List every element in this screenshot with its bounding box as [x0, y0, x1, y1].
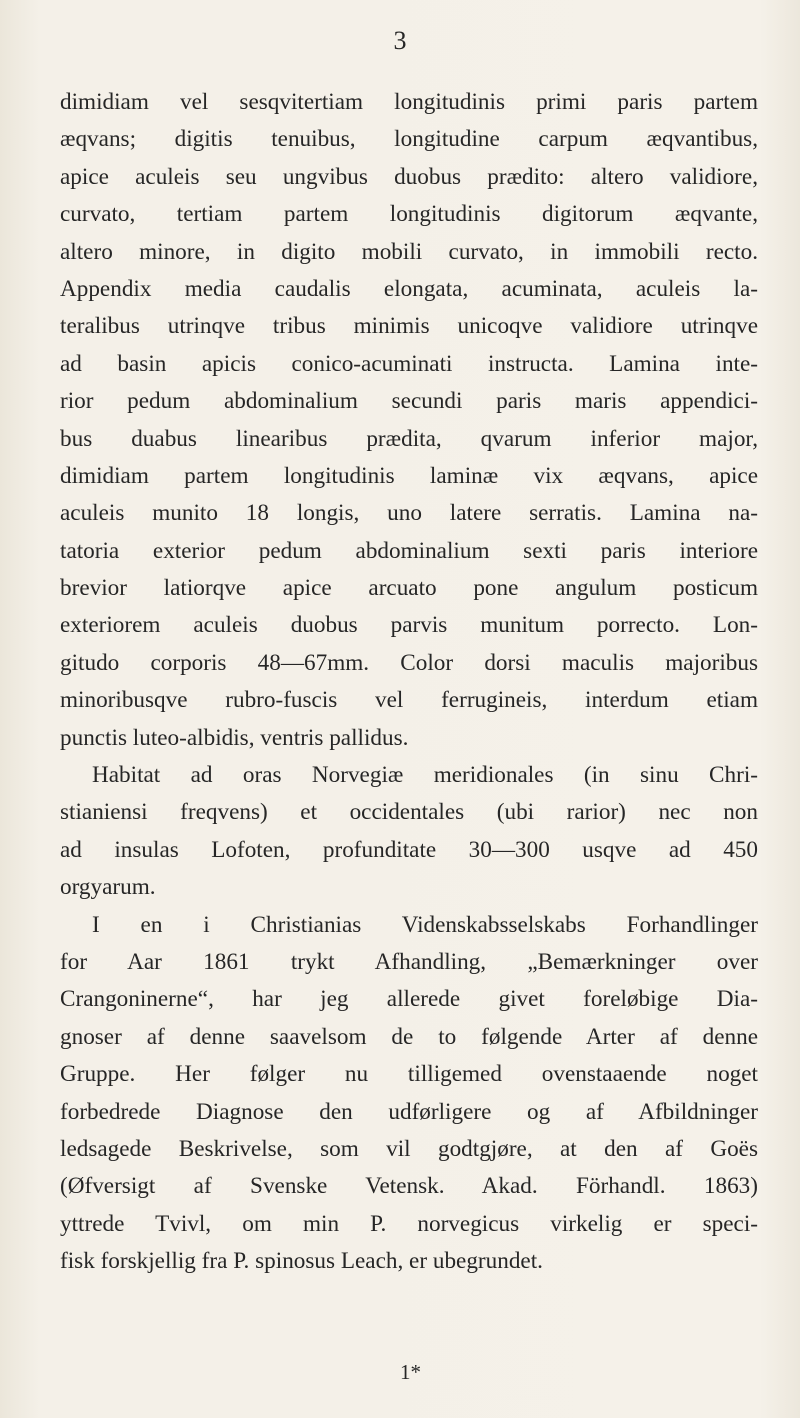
page-number: 3	[393, 26, 407, 55]
text-line: Crangoninerne“, har jeg allerede givet foreløbige Dia-	[60, 986, 758, 1013]
body-text	[60, 84, 758, 1281]
text-line: ad basin apicis conico-acuminati instructa. Lamina inte-	[60, 350, 758, 377]
signature-mark: 1*	[400, 1360, 421, 1384]
text-line: yttrede Tvivl, om min P. norvegicus virkelig er speci-	[60, 1210, 758, 1237]
text-line: exteriorem aculeis duobus parvis munitum porrecto. Lon-	[60, 612, 758, 639]
text-line: aculeis munito 18 longis, uno latere serratis. Lamina na-	[60, 500, 758, 527]
text-line: for Aar 1861 trykt Afhandling, „Bemærkninger over	[60, 948, 758, 975]
text-line: rior pedum abdominalium secundi paris maris appendici-	[60, 388, 758, 415]
text-line: gnoser af denne saavelsom de to følgende Arter af denne	[60, 1023, 758, 1050]
text-line: tatoria exterior pedum abdominalium sexti paris interiore	[60, 537, 758, 564]
text-line: brevior latiorqve apice arcuato pone angulum posticum	[60, 575, 758, 602]
text-line: (Øfversigt af Svenske Vetensk. Akad. Förhandl. 1863)	[60, 1173, 758, 1200]
text-line: gitudo corporis 48—67mm. Color dorsi maculis majoribus	[60, 649, 758, 676]
text-line: ledsagede Beskrivelse, som vil godtgjøre, at den af Goës	[60, 1135, 758, 1162]
text-line: curvato, tertiam partem longitudinis digitorum æqvante,	[60, 201, 758, 228]
text-line: Appendix media caudalis elongata, acuminata, aculeis la-	[60, 275, 758, 302]
text-line: dimidiam vel sesqvitertiam longitudinis primi paris partem	[60, 89, 758, 115]
text-line: fisk forskjellig fra P. spinosus Leach, er ubegrundet.	[60, 1248, 543, 1275]
text-line: forbedrede Diagnose den udførligere og af Afbildninger	[60, 1098, 758, 1125]
text-line: stianiensi freqvens) et occidentales (ubi rarior) nec non	[60, 799, 758, 826]
text-line: Gruppe. Her følger nu tilligemed ovenstaaende noget	[60, 1061, 758, 1088]
text-line: minoribusqve rubro-fuscis vel ferrugineis, interdum etiam	[60, 687, 758, 714]
text-line: altero minore, in digito mobili curvato, in immobili recto.	[60, 238, 758, 265]
text-line: æqvans; digitis tenuibus, longitudine carpum æqvantibus,	[60, 126, 758, 153]
text-line: orgyarum.	[60, 874, 156, 901]
text-line: dimidiam partem longitudinis laminæ vix æqvans, apice	[60, 462, 758, 489]
text-line: ad insulas Lofoten, profunditate 30—300 usqve ad 450	[60, 836, 758, 863]
text-line: teralibus utrinqve tribus minimis unicoqve validiore utrinqve	[60, 313, 758, 340]
text-line: apice aculeis seu ungvibus duobus prædito: altero validiore,	[60, 163, 758, 190]
text-line: punctis luteo-albidis, ventris pallidus.	[60, 724, 409, 751]
text-line: bus duabus linearibus prædita, qvarum inferior major,	[60, 425, 758, 452]
text-line: I en i Christianias Videnskabsselskabs Forhandlinger	[92, 911, 758, 938]
text-line: Habitat ad oras Norvegiæ meridionales (in sinu Chri-	[92, 762, 758, 789]
